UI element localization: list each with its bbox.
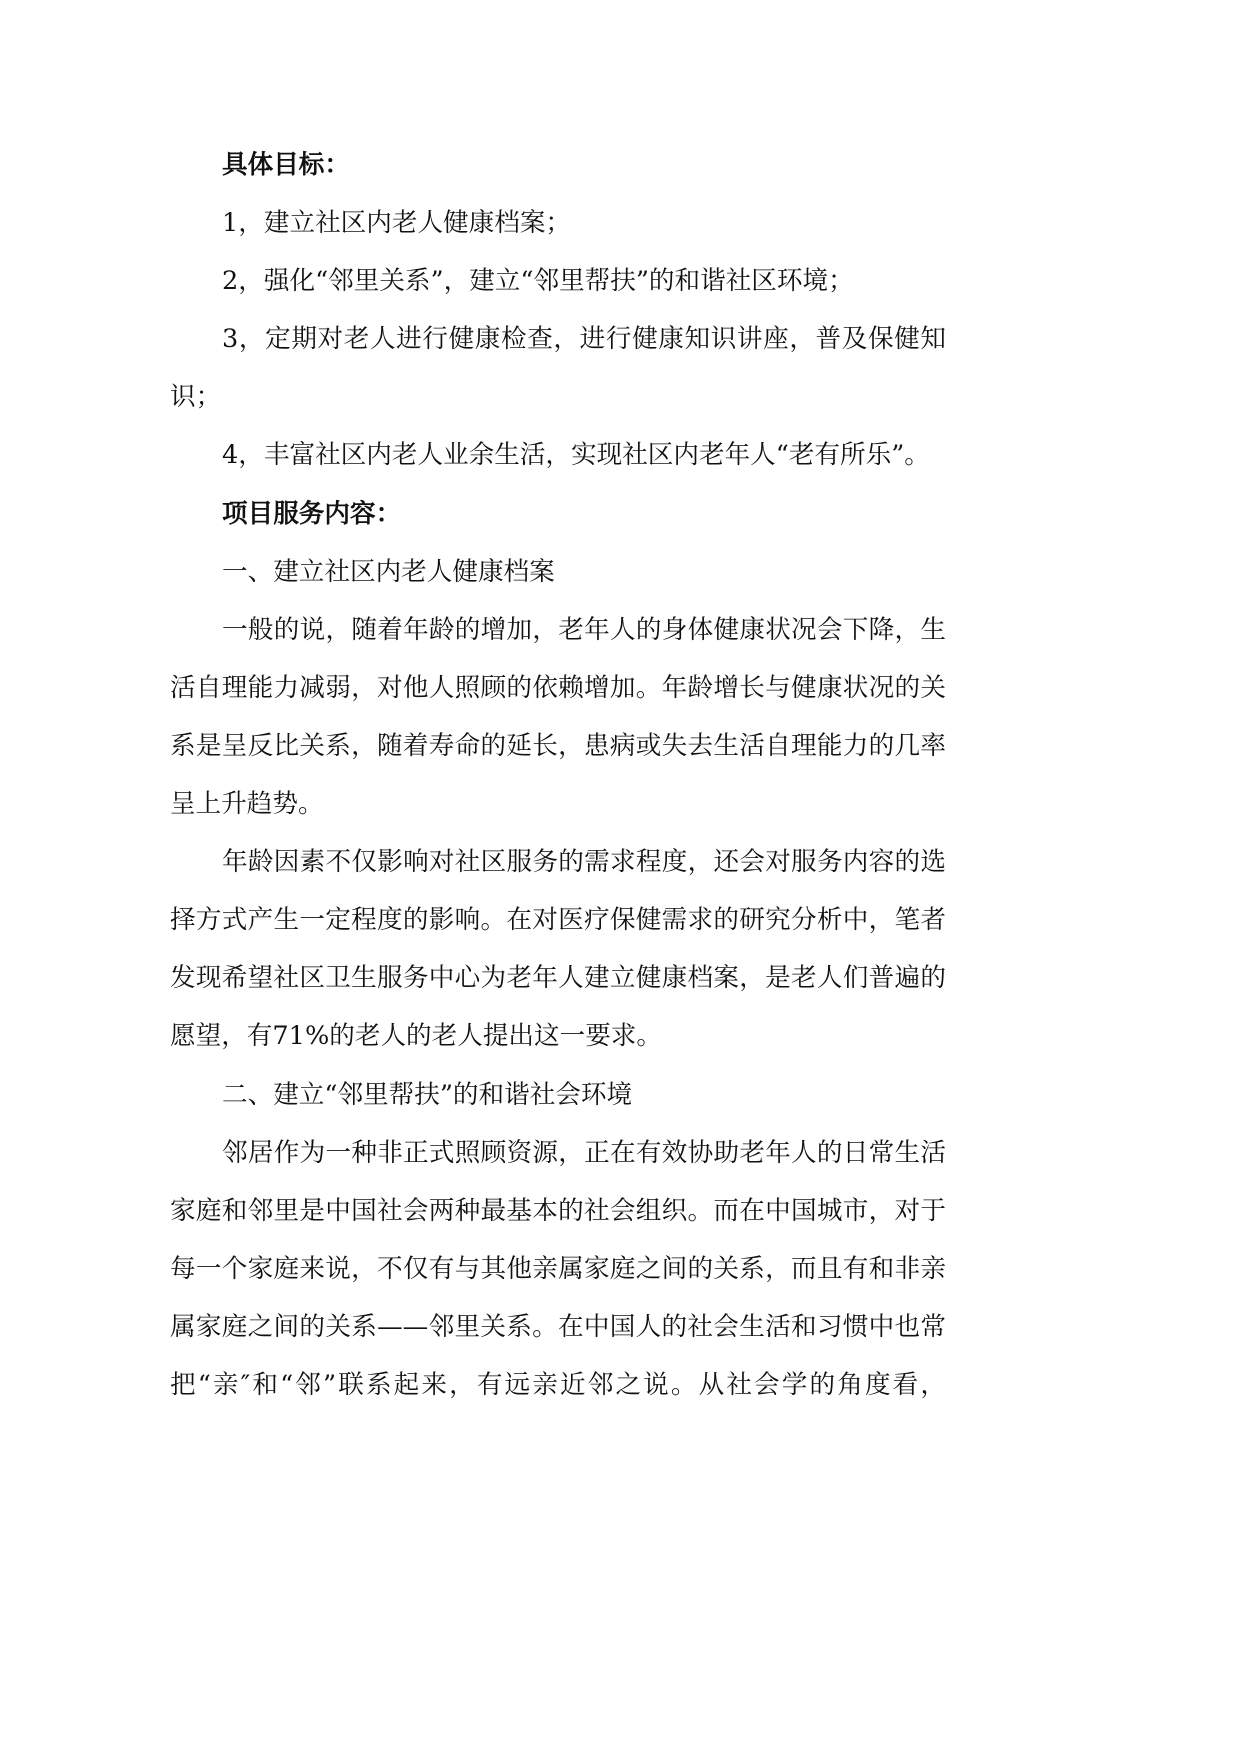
paragraph-line: 属家庭之间的关系——邻里关系。在中国人的社会生活和习惯中也常 (170, 1311, 946, 1342)
goal-item-2: 2，强化“邻里关系”，建立“邻里帮扶”的和谐社区环境； (222, 266, 854, 297)
paragraph-line: 邻居作为一种非正式照顾资源，正在有效协助老年人的日常生活 (222, 1137, 946, 1168)
paragraph-line: 呈上升趋势。 (170, 789, 324, 820)
section-title-2: 二、建立“邻里帮扶”的和谐社会环境 (222, 1079, 633, 1110)
services-heading: 项目服务内容： (222, 498, 402, 529)
section-title-1: 一、建立社区内老人健康档案 (222, 556, 555, 587)
goal-item-3: 3，定期对老人进行健康检查，进行健康知识讲座，普及保健知 (222, 324, 946, 355)
paragraph-line: 一般的说，随着年龄的增加，老年人的身体健康状况会下降，生 (222, 614, 946, 645)
goal-item-1: 1，建立社区内老人健康档案； (222, 208, 572, 239)
paragraph-line: 系是呈反比关系，随着寿命的延长，患病或失去生活自理能力的几率 (170, 730, 946, 761)
paragraph-line: 择方式产生一定程度的影响。在对医疗保健需求的研究分析中，笔者 (170, 905, 946, 936)
paragraph-line: 把“亲″和“邻”联系起来，有远亲近邻之说。从社会学的角度看， (170, 1369, 946, 1400)
paragraph-line: 家庭和邻里是中国社会两种最基本的社会组织。而在中国城市，对于 (170, 1195, 946, 1226)
paragraph-line: 年龄因素不仅影响对社区服务的需求程度，还会对服务内容的选 (222, 847, 946, 878)
paragraph-line: 发现希望社区卫生服务中心为老年人建立健康档案，是老人们普遍的 (170, 963, 946, 994)
document-body (170, 136, 946, 1414)
paragraph-line: 每一个家庭来说，不仅有与其他亲属家庭之间的关系，而且有和非亲 (170, 1253, 946, 1284)
goals-heading: 具体目标： (222, 150, 350, 180)
paragraph-line: 愿望，有71%的老人的老人提出这一要求。 (170, 1021, 662, 1052)
paragraph-line: 活自理能力减弱，对他人照顾的依赖增加。年龄增长与健康状况的关 (170, 672, 946, 703)
goal-item-3-continued: 识； (170, 382, 222, 413)
goal-item-4: 4，丰富社区内老人业余生活，实现社区内老年人“老有所乐”。 (222, 440, 930, 471)
